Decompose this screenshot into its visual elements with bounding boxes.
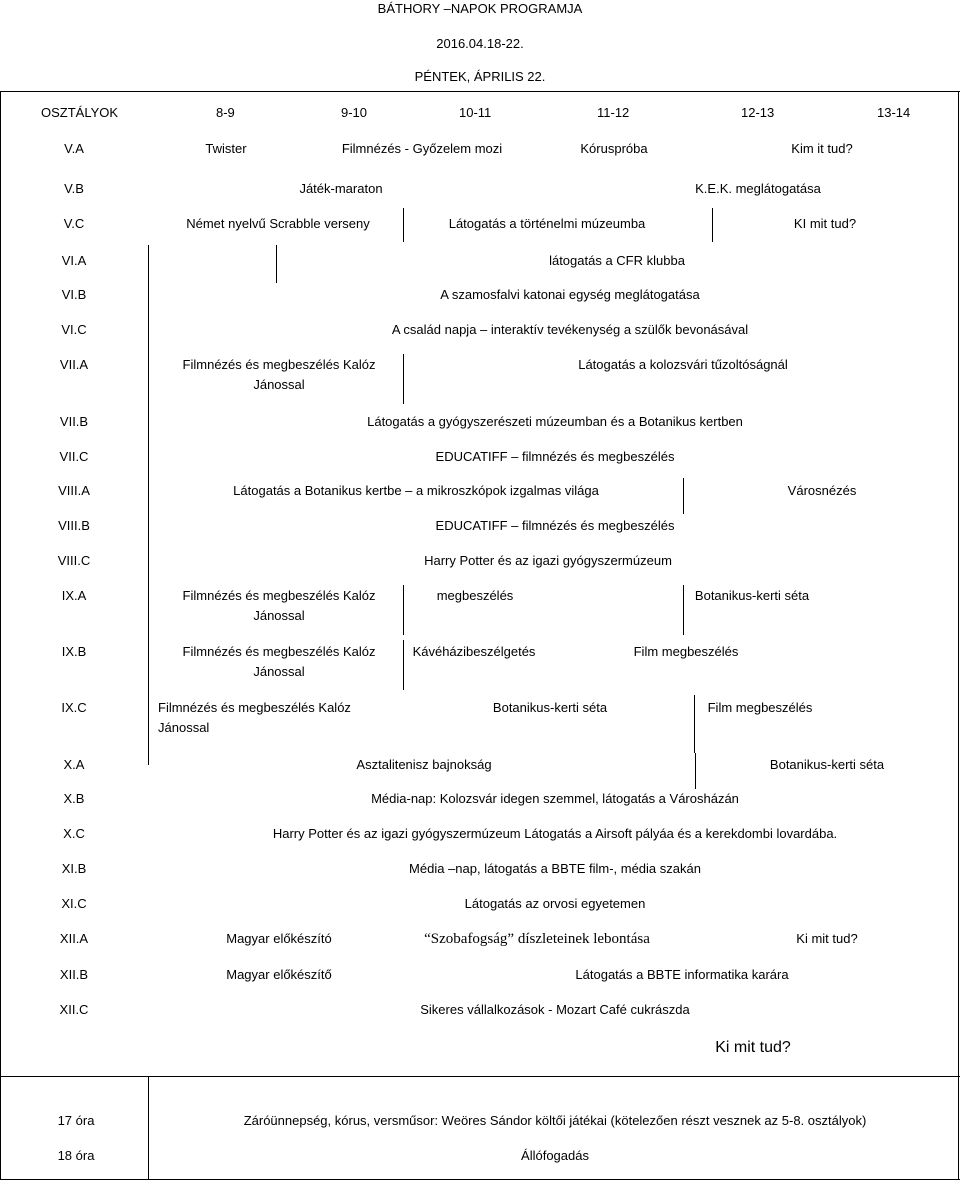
closing-ceremony: Záróünnepség, kórus, versműsor: Weöres Sándor költői játékai (kötelezően részt vesznek az 5-8. osztályok): [243, 1113, 867, 1128]
activity-cell: Twister: [205, 141, 247, 156]
activity-cell: K.E.K. meglátogatása: [695, 181, 821, 196]
class-label: VII.A: [59, 357, 89, 372]
time-label: 17 óra: [57, 1113, 95, 1128]
col-header-13-14: 13-14: [877, 105, 911, 120]
activity-cell: látogatás a CFR klubba: [549, 253, 685, 268]
col-header-11-12: 11-12: [597, 105, 630, 120]
class-label: IX.B: [61, 644, 87, 659]
class-label: X.A: [63, 757, 85, 772]
activity-cell: Ki mit tud?: [796, 931, 858, 946]
activity-cell: Német nyelvű Scrabble verseny: [186, 216, 370, 231]
class-label: IX.A: [61, 588, 87, 603]
activity-cell: Filmnézés - Győzelem mozi: [341, 141, 503, 156]
day-label: PÉNTEK, ÁPRILIS 22.: [414, 69, 546, 84]
activity-cell: Városnézés: [787, 483, 857, 498]
activity-cell: KI mit tud?: [793, 216, 857, 231]
activity-cell: Magyar előkészítő: [226, 967, 332, 982]
activity-cell: Játék-maraton: [299, 181, 383, 196]
class-label: XI.C: [61, 896, 87, 911]
class-label: XI.B: [61, 861, 87, 876]
date-range: 2016.04.18-22.: [436, 36, 524, 51]
col-header-12-13: 12-13: [741, 105, 775, 120]
class-label: VII.B: [59, 414, 89, 429]
kimittud-label: Ki mit tud?: [715, 1039, 791, 1056]
activity-cell: Látogatás a Botanikus kertbe – a mikroszkópok izgalmas világa: [233, 483, 599, 498]
class-label: V.B: [64, 181, 84, 196]
activity-cell: Látogatás az orvosi egyetemen: [464, 896, 646, 911]
activity-cell: megbeszélés: [436, 588, 514, 603]
activity-cell: A szamosfalvi katonai egység meglátogatása: [440, 287, 700, 302]
reception: Állófogadás: [521, 1148, 589, 1163]
col-header-classes: OSZTÁLYOK: [41, 105, 119, 120]
class-label: IX.C: [61, 700, 87, 715]
activity-cell: EDUCATIFF – filmnézés és megbeszélés: [435, 449, 675, 464]
col-header-10-11: 10-11: [459, 105, 492, 120]
activity-cell: Látogatás a történelmi múzeumba: [448, 216, 646, 231]
activity-cell: Harry Potter és az igazi gyógyszermúzeum: [424, 553, 672, 568]
activity-cell: Film megbeszélés: [633, 644, 739, 659]
col-header-9-10: 9-10: [341, 105, 368, 120]
activity-cell: Harry Potter és az igazi gyógyszermúzeum Látogatás a Airsoft pályáa és a kerekdombi lovardába.: [272, 826, 838, 841]
time-label: 18 óra: [57, 1148, 95, 1163]
activity-cell: Filmnézés és megbeszélés Kalóz: [158, 700, 351, 715]
activity-cell: A család napja – interaktív tevékenység a szülők bevonásával: [391, 322, 749, 337]
activity-cell: Jánossal: [253, 608, 305, 623]
class-label: VI.B: [61, 287, 87, 302]
activity-cell: Kóruspróba: [580, 141, 648, 156]
activity-cell: Botanikus-kerti séta: [492, 700, 608, 715]
page-title: BÁTHORY –NAPOK PROGRAMJA: [377, 1, 583, 16]
class-label: V.C: [63, 216, 85, 231]
activity-cell: Sikeres vállalkozások - Mozart Café cukrászda: [420, 1002, 690, 1017]
activity-cell: Botanikus-kerti séta: [769, 757, 885, 772]
activity-cell: Jánossal: [253, 377, 305, 392]
class-label: XII.C: [59, 1002, 89, 1017]
class-label: VI.A: [61, 253, 87, 268]
activity-cell: Látogatás a BBTE informatika karára: [575, 967, 789, 982]
activity-cell: Kim it tud?: [791, 141, 853, 156]
activity-cell: Média –nap, látogatás a BBTE film-, média szakán: [409, 861, 701, 876]
activity-cell: Látogatás a gyógyszerészeti múzeumban és a Botanikus kertben: [367, 414, 743, 429]
activity-cell: Asztalitenisz bajnokság: [356, 757, 492, 772]
activity-cell: Kávéházibeszélgetés: [412, 644, 536, 659]
activity-cell: Botanikus-kerti séta: [694, 588, 810, 603]
activity-cell: Filmnézés és megbeszélés Kalóz: [182, 357, 376, 372]
class-label: VIII.C: [57, 553, 91, 568]
class-label: VIII.A: [58, 483, 90, 498]
class-label: XII.B: [59, 967, 89, 982]
col-header-8-9: 8-9: [216, 105, 235, 120]
activity-cell: Film megbeszélés: [707, 700, 813, 715]
activity-cell: EDUCATIFF – filmnézés és megbeszélés: [435, 518, 675, 533]
activity-cell: Jánossal: [158, 720, 210, 735]
activity-cell: Látogatás a kolozsvári tűzoltóságnál: [578, 357, 788, 372]
activity-cell: Filmnézés és megbeszélés Kalóz: [182, 644, 376, 659]
class-label: XII.A: [59, 931, 89, 946]
class-label: VII.C: [59, 449, 89, 464]
class-label: VI.C: [61, 322, 87, 337]
activity-cell: “Szobafogság” díszleteinek lebontása: [424, 931, 650, 947]
activity-cell: Média-nap: Kolozsvár idegen szemmel, látogatás a Városházán: [371, 791, 739, 806]
activity-cell: Filmnézés és megbeszélés Kalóz: [182, 588, 376, 603]
class-label: X.C: [63, 826, 85, 841]
class-label: V.A: [64, 141, 84, 156]
activity-cell: Jánossal: [253, 664, 305, 679]
class-label: X.B: [63, 791, 85, 806]
class-label: VIII.B: [58, 518, 90, 533]
activity-cell: Magyar előkészító: [226, 931, 332, 946]
